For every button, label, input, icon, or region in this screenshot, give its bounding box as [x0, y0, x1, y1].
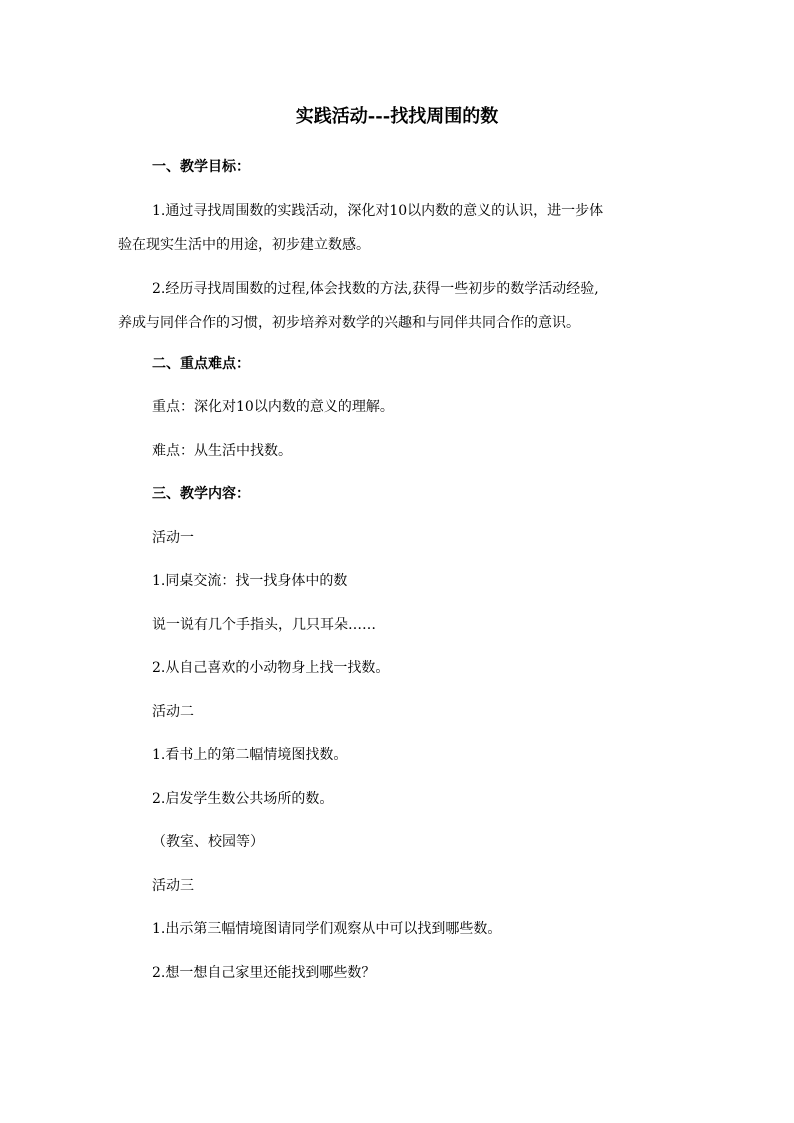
activity-3-title: 活动三 — [152, 878, 194, 894]
activity-1-item-2: 2.从自己喜欢的小动物身上找一找数。 — [152, 660, 390, 676]
activity-1-item-1: 1.同桌交流：找一找身体中的数 — [152, 573, 348, 589]
difficult-point: 难点：从生活中找数。 — [152, 443, 292, 459]
activity-2-title: 活动二 — [152, 704, 194, 720]
goal-2-paragraph — [118, 272, 676, 340]
key-heading: 二、重点难点： — [152, 356, 250, 372]
content-heading: 三、教学内容： — [152, 486, 250, 502]
document-title: 实践活动---找找周围的数 — [295, 106, 499, 127]
goal-1-line-2: 验在现实生活中的用途，初步建立数感。 — [118, 237, 370, 253]
activity-2-item-2: 2.启发学生数公共场所的数。 — [152, 791, 334, 807]
goal-1-line-1: 1.通过寻找周围数的实践活动，深化对10以内数的意义的认识，进一步体 — [152, 203, 604, 219]
key-point: 重点：深化对10以内数的意义的理解。 — [152, 399, 394, 415]
activity-3-item-1: 1.出示第三幅情境图请同学们观察从中可以找到哪些数。 — [152, 921, 502, 937]
activity-2-note: （教室、校园等） — [152, 834, 264, 850]
goal-2-line-1: 2.经历寻找周围数的过程,体会找数的方法,获得一些初步的数学活动经验, — [152, 281, 599, 297]
activity-1-item-1-detail: 说一说有几个手指头，几只耳朵…… — [152, 617, 376, 633]
goal-2-line-2: 养成与同伴合作的习惯，初步培养对数学的兴趣和与同伴共同合作的意识。 — [118, 315, 580, 331]
activity-1-title: 活动一 — [152, 530, 194, 546]
goal-1-paragraph — [118, 194, 676, 262]
activity-3-item-2: 2.想一想自己家里还能找到哪些数？ — [152, 965, 376, 981]
goals-heading: 一、教学目标： — [152, 159, 250, 175]
activity-2-item-1: 1.看书上的第二幅情境图找数。 — [152, 747, 348, 763]
